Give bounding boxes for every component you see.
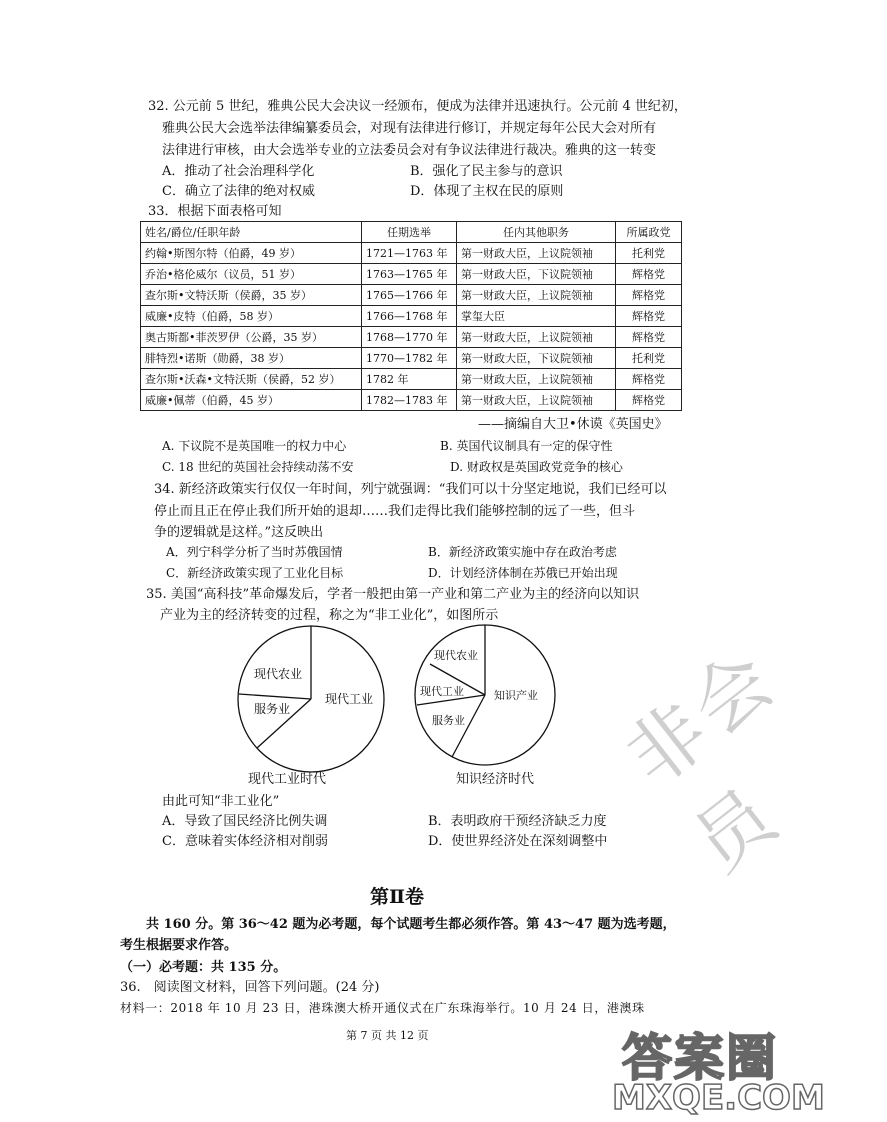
q33-option-d: D. 财政权是英国政党竞争的核心 xyxy=(450,460,623,474)
table-cell: 掌玺大臣 xyxy=(457,306,616,327)
pie1-label-agriculture: 现代农业 xyxy=(254,667,303,681)
pie2-label-industry: 现代工业 xyxy=(420,685,464,698)
q36-material: 材料一：2018 年 10 月 23 日，港珠澳大桥开通仪式在广东珠海举行。10 月 24 日，港澳珠 xyxy=(120,1001,645,1015)
table-cell: 第一财政大臣，上议院领袖 xyxy=(457,390,616,411)
table-row xyxy=(141,306,682,327)
q34-stem-line2: 停止而且正在停止我们所开始的退却……我们走得比我们能够控制的远了一些，但斗 xyxy=(154,504,636,519)
q34-stem-line1: 34. 新经济政策实行仅仅一年时间，列宁就强调：“我们可以十分坚定地说，我们已经可以 xyxy=(154,482,667,497)
table-cell: 1768—1770 年 xyxy=(362,327,457,348)
table-cell: 辉格党 xyxy=(616,390,682,411)
q35-stem-line2: 产业为主的经济转变的过程，称之为“非工业化”，如图所示 xyxy=(160,608,499,623)
table-cell: 1766—1768 年 xyxy=(362,306,457,327)
table-cell: 威廉•皮特（伯爵，58 岁） xyxy=(141,306,362,327)
logo-text-top: 答案圈 xyxy=(622,1029,778,1087)
table-row xyxy=(141,327,682,348)
q34-option-d: D．计划经济体制在苏俄已开始出现 xyxy=(428,566,618,580)
table-header-cell: 任内其他职务 xyxy=(457,222,616,243)
table-cell: 约翰•斯图尔特（伯爵，49 岁） xyxy=(141,243,362,264)
q33-option-a: A. 下议院不是英国唯一的权力中心 xyxy=(162,439,347,453)
section-intro-line2: 考生根据要求作答。 xyxy=(120,938,238,953)
pie1-caption: 现代工业时代 xyxy=(248,772,327,787)
table-cell: 威廉•佩蒂（伯爵，45 岁） xyxy=(141,390,362,411)
q35-lead: 由此可知“非工业化” xyxy=(162,794,280,809)
table-cell: 第一财政大臣，上议院领袖 xyxy=(457,327,616,348)
pie1-divider xyxy=(239,694,311,699)
table-cell: 第一财政大臣，下议院领袖 xyxy=(457,264,616,285)
section-intro-line1: 共 160 分。第 36～42 题为必考题，每个试题考生都必须作答。第 43～47 题为选考题， xyxy=(146,917,676,932)
watermark: 非会员 xyxy=(609,631,797,889)
q32-stem-line3: 法律进行审核，由大会选举专业的立法委员会对有争议法律进行裁决。雅典的这一转变 xyxy=(162,143,657,158)
q35-option-b: B．表明政府干预经济缺乏力度 xyxy=(428,814,607,829)
pie2-label-knowledge: 知识产业 xyxy=(494,689,538,702)
q35-option-a: A．导致了国民经济比例失调 xyxy=(162,814,328,829)
table-cell: 1782—1783 年 xyxy=(362,390,457,411)
q33-option-c: C. 18 世纪的英国社会持续动荡不安 xyxy=(162,460,354,474)
pie2-label-agriculture: 现代农业 xyxy=(434,649,478,662)
q35-option-c: C．意味着实体经济相对削弱 xyxy=(162,834,328,849)
q36-stem: 36. 阅读图文材料，回答下列问题。(24 分) xyxy=(120,980,380,995)
q32-stem-line2: 雅典公民大会选举法律编纂委员会，对现有法律进行修订，并规定每年公民大会对所有 xyxy=(162,121,657,136)
table-cell: 辉格党 xyxy=(616,306,682,327)
q35-stem-line1: 35. 美国“高科技”革命爆发后，学者一般把由第一产业和第二产业为主的经济向以知识 xyxy=(146,587,640,602)
logo-text-bottom: MXQE.COM xyxy=(612,1078,825,1118)
q33-source: ——摘编自大卫•休谟《英国史》 xyxy=(478,417,668,432)
table-cell: 辉格党 xyxy=(616,285,682,306)
table-header-cell: 任期选举 xyxy=(362,222,457,243)
table-cell: 腓特烈•诺斯（勋爵，38 岁） xyxy=(141,348,362,369)
q32-option-b: B．强化了民主参与的意识 xyxy=(410,164,563,179)
table-cell: 乔治•格伦威尔（议员，51 岁） xyxy=(141,264,362,285)
pie1-label-service: 服务业 xyxy=(254,702,291,716)
table-cell: 第一财政大臣，上议院领袖 xyxy=(457,369,616,390)
table-header-row xyxy=(141,222,682,243)
table-header-cell: 姓名/爵位/任职年龄 xyxy=(141,222,362,243)
q34-stem-line3: 争的逻辑就是这样。”这反映出 xyxy=(154,525,324,540)
site-logo xyxy=(612,1018,825,1118)
pie2-label-service: 服务业 xyxy=(432,714,465,727)
pie1-label-industry: 现代工业 xyxy=(325,692,374,706)
table-row xyxy=(141,390,682,411)
q33-table xyxy=(140,221,682,411)
table-row xyxy=(141,348,682,369)
table-cell: 第一财政大臣，上议院领袖 xyxy=(457,285,616,306)
q33-stem: 33．根据下面表格可知 xyxy=(148,204,282,219)
q32-stem-line1: 32. 公元前 5 世纪，雅典公民大会决议一经颁布，便成为法律并迅速执行。公元前 4 世纪初， xyxy=(148,99,687,114)
q34-option-b: B．新经济政策实施中存在政治考虑 xyxy=(428,545,617,559)
table-row xyxy=(141,285,682,306)
q32-option-d: D．体现了主权在民的原则 xyxy=(410,184,564,199)
table-cell: 1763—1765 年 xyxy=(362,264,457,285)
q32-option-a: A．推动了社会治理科学化 xyxy=(162,164,315,179)
table-header-cell: 所属政党 xyxy=(616,222,682,243)
table-cell: 1765—1766 年 xyxy=(362,285,457,306)
table-cell: 1721—1763 年 xyxy=(362,243,457,264)
table-cell: 1770—1782 年 xyxy=(362,348,457,369)
section-subtitle: （一）必考题：共 135 分。 xyxy=(120,960,287,975)
table-cell: 奥古斯都•菲茨罗伊（公爵，35 岁） xyxy=(141,327,362,348)
table-row xyxy=(141,264,682,285)
table-cell: 第一财政大臣，下议院领袖 xyxy=(457,348,616,369)
table-cell: 辉格党 xyxy=(616,264,682,285)
table-cell: 第一财政大臣，上议院领袖 xyxy=(457,243,616,264)
table-cell: 1782 年 xyxy=(362,369,457,390)
q35-option-d: D．使世界经济处在深刻调整中 xyxy=(428,834,608,849)
table-cell: 查尔斯•沃森•文特沃斯（侯爵，52 岁） xyxy=(141,369,362,390)
table-cell: 辉格党 xyxy=(616,369,682,390)
page-footer: 第 7 页 共 12 页 xyxy=(346,1029,429,1042)
q34-option-c: C．新经济政策实现了工业化目标 xyxy=(166,566,344,580)
pie2-caption: 知识经济时代 xyxy=(456,772,535,787)
section-title: 第Ⅱ卷 xyxy=(370,886,425,908)
table-cell: 托利党 xyxy=(616,243,682,264)
q34-option-a: A．列宁科学分析了当时苏俄国情 xyxy=(166,545,343,559)
q33-option-b: B. 英国代议制具有一定的保守性 xyxy=(440,439,613,453)
table-cell: 查尔斯•文特沃斯（侯爵，35 岁） xyxy=(141,285,362,306)
table-cell: 辉格党 xyxy=(616,327,682,348)
q32-option-c: C．确立了法律的绝对权威 xyxy=(162,184,315,199)
table-cell: 托利党 xyxy=(616,348,682,369)
table-row xyxy=(141,243,682,264)
table-row xyxy=(141,369,682,390)
q35-pie-charts xyxy=(0,615,794,785)
